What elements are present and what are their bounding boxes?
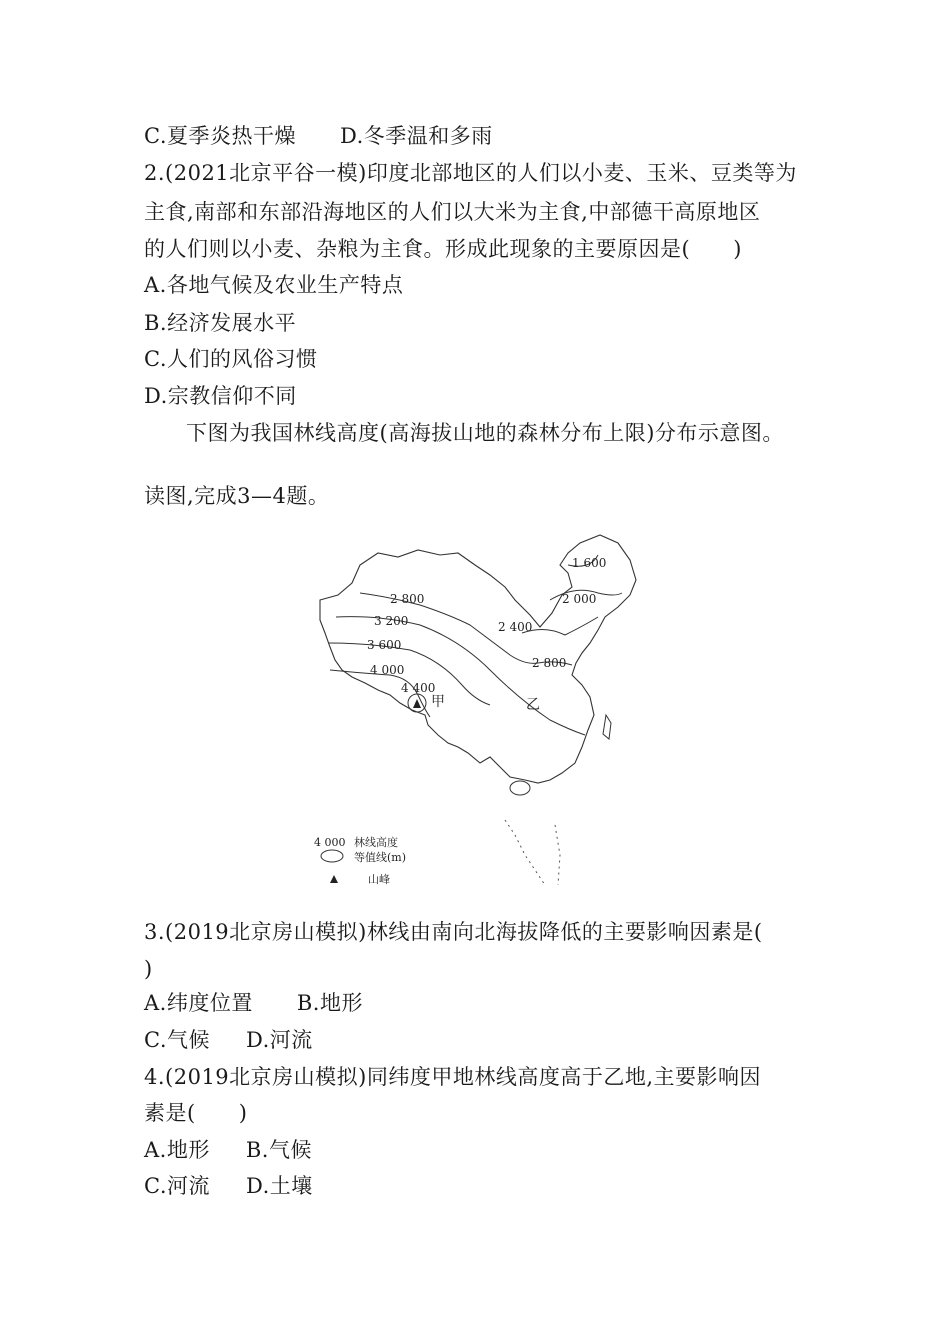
- contour-label-2800-west: 2 800: [390, 592, 425, 606]
- contour-line-3600: [328, 643, 490, 705]
- q2-option-c: C.人们的风俗习惯: [144, 347, 318, 371]
- intro-line1: 下图为我国林线高度(高海拔山地的森林分布上限)分布示意图。: [186, 421, 784, 445]
- q3-option-c: C.气候: [144, 1028, 210, 1052]
- q1-options-cd: [144, 122, 493, 150]
- place-jia: 甲: [431, 694, 445, 710]
- map-legend: [314, 835, 406, 886]
- intro-line2: 读图,完成3—4题。: [144, 484, 330, 508]
- q4-option-b: B.气候: [245, 1138, 312, 1162]
- legend-contour-symbol: [321, 850, 343, 862]
- place-yi: 乙: [526, 697, 540, 713]
- peak-value: 4 400: [401, 681, 436, 695]
- q2-option-a: A.各地气候及农业生产特点: [144, 273, 404, 297]
- q4-options-ab: [144, 1136, 312, 1164]
- q4-option-a: A.地形: [144, 1138, 210, 1162]
- q4-options-cd: [144, 1172, 313, 1200]
- q3-options-cd: [144, 1026, 313, 1054]
- q4-option-c: C.河流: [144, 1174, 210, 1198]
- q3-option-b: B.地形: [296, 991, 363, 1015]
- legend-contour-label1: 林线高度: [354, 836, 398, 849]
- q3-option-d: D.河流: [246, 1028, 313, 1052]
- q3-stem-line2: ): [144, 957, 153, 981]
- q3-stem-line1: 3.(2019北京房山模拟)林线由南向北海拔降低的主要影响因素是(: [144, 920, 763, 944]
- q2-stem-line1: 2.(2021北京平谷一模)印度北部地区的人们以小麦、玉米、豆类等为: [144, 161, 797, 185]
- contour-label-2000: 2 000: [562, 592, 597, 606]
- taiwan-island: [603, 715, 611, 739]
- south-sea-islands: [505, 820, 560, 885]
- q2-stem-line2: 主食,南部和东部沿海地区的人们以大米为主食,中部德干高原地区: [144, 200, 761, 224]
- legend-peak-icon: [330, 875, 338, 883]
- contour-label-2800-east: 2 800: [532, 656, 567, 670]
- q4-stem-line2: 素是( ): [144, 1101, 248, 1125]
- treeline-map-figure: [300, 525, 650, 900]
- legend-contour-value: 4 000: [314, 836, 346, 849]
- legend-contour-label2: 等值线(m): [354, 851, 407, 864]
- q4-stem-line1: 4.(2019北京房山模拟)同纬度甲地林线高度高于乙地,主要影响因: [144, 1065, 762, 1089]
- q2-option-d: D.宗教信仰不同: [144, 384, 297, 408]
- q3-option-a: A.纬度位置: [144, 991, 253, 1015]
- contour-label-4000: 4 000: [370, 663, 405, 677]
- contour-label-3600: 3 600: [367, 638, 402, 652]
- hainan-island: [510, 781, 530, 795]
- contour-label-3200: 3 200: [374, 614, 409, 628]
- q2-stem-line3: 的人们则以小麦、杂粮为主食。形成此现象的主要原因是( ): [144, 237, 742, 261]
- q1-option-c: C.夏季炎热干燥: [144, 124, 296, 148]
- q3-options-ab: [144, 989, 363, 1017]
- q1-option-d: D.冬季温和多雨: [340, 124, 493, 148]
- q4-option-d: D.土壤: [246, 1174, 313, 1198]
- q2-option-b: B.经济发展水平: [144, 311, 297, 335]
- peak-triangle-icon: [413, 699, 421, 708]
- contour-label-1600: 1 600: [572, 556, 607, 570]
- contour-label-2400: 2 400: [498, 620, 533, 634]
- legend-peak-label: 山峰: [368, 873, 390, 886]
